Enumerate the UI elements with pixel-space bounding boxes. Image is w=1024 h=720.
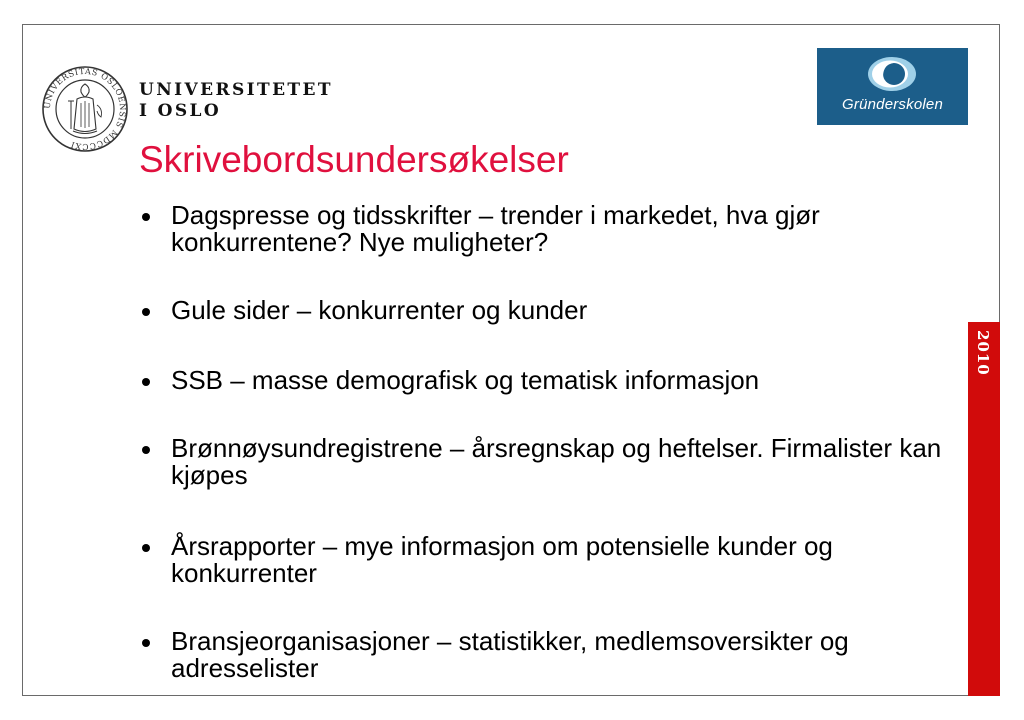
university-name <box>139 80 333 122</box>
bullet-dot-icon <box>142 378 150 386</box>
bullet-item <box>142 533 942 587</box>
seal-text: UNIVERSITAS OSLOENSIS MDCCCXI <box>41 65 129 153</box>
bullet-item <box>142 435 942 489</box>
grunderskolen-logo-text: Gründerskolen <box>842 96 943 113</box>
bullet-item <box>142 628 942 682</box>
bullet-text: Brønnøysundregistrene – årsregnskap og heftelser. Firmalister kan kjøpes <box>171 433 942 490</box>
university-name-line1: UNIVERSITETET <box>139 80 333 100</box>
bullet-dot-icon <box>142 308 150 316</box>
bullet-dot-icon <box>142 544 150 552</box>
bullet-text: Gule sider – konkurrenter og kunder <box>171 295 588 325</box>
bullet-dot-icon <box>142 639 150 647</box>
university-seal-icon <box>41 65 129 153</box>
year-label: 2010 <box>974 330 992 376</box>
bullet-text: Årsrapporter – mye informasjon om potensielle kunder og konkurrenter <box>171 531 833 588</box>
bullet-dot-icon <box>142 446 150 454</box>
bullet-dot-icon <box>142 213 150 221</box>
grunderskolen-logo <box>817 48 968 125</box>
slide-title: Skrivebordsundersøkelser <box>139 139 569 180</box>
bullet-item <box>142 297 942 324</box>
year-side-bar <box>968 322 1000 696</box>
bullet-text: Bransjeorganisasjoner – statistikker, medlemsoversikter og adresselister <box>171 626 849 683</box>
bullet-item <box>142 202 942 256</box>
bullet-text: Dagspresse og tidsskrifter – trender i markedet, hva gjør konkurrentene? Nye muligheter? <box>171 200 820 257</box>
bullet-item <box>142 367 942 394</box>
bullet-text: SSB – masse demografisk og tematisk informasjon <box>171 365 760 395</box>
university-name-line2: I OSLO <box>139 101 222 121</box>
swirl-logo-icon <box>865 55 920 93</box>
